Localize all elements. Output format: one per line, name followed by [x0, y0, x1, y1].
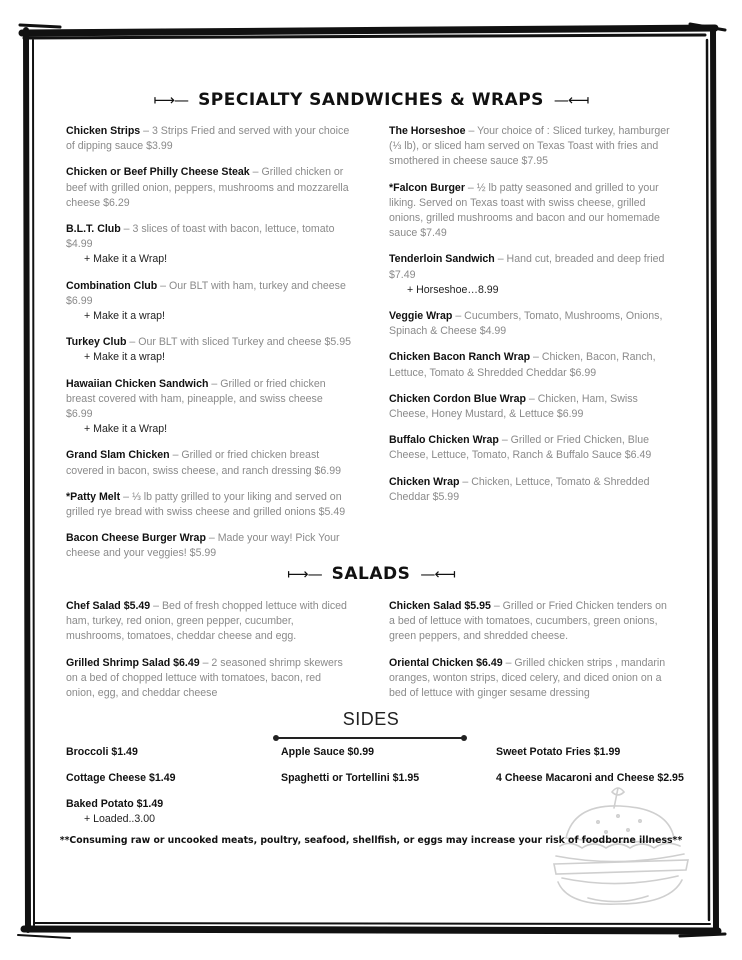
- arrow-icon: ⟼—: [287, 565, 322, 583]
- sides-title: SIDES: [342, 709, 400, 729]
- sides-divider: [276, 737, 464, 739]
- menu-item-name: B.L.T. Club: [66, 223, 121, 236]
- arrow-icon: —⟻: [420, 565, 455, 583]
- menu-item-name: The Horseshoe: [389, 125, 466, 137]
- menu-item: [389, 350, 673, 380]
- specialty-left-column: [66, 124, 352, 573]
- salads-header: [0, 564, 742, 584]
- salads-title: SALADS: [331, 564, 411, 584]
- menu-item-description: – Chicken, Bacon, Ranch, Lettuce, Tomato & Shredded Cheddar $6.99: [389, 351, 656, 379]
- menu-item: [66, 335, 352, 365]
- menu-item: [389, 433, 673, 463]
- salads-right-column: [389, 599, 673, 712]
- side-item: Cottage Cheese $1.49: [66, 772, 176, 784]
- menu-item-description: – Grilled or Fried Chicken tenders on a bed of lettuce with tomatoes, cucumbers, green onions, green peppers, and shredded cheese.: [389, 600, 667, 643]
- menu-item: [66, 490, 352, 520]
- menu-item-name: Turkey Club: [66, 336, 127, 349]
- menu-item-name: Chicken or Beef Philly Cheese Steak: [66, 166, 250, 179]
- menu-item-addon: + Make it a Wrap!: [84, 253, 168, 266]
- side-item-sub: + Loaded..3.00: [84, 813, 155, 825]
- menu-item-name: Grand Slam Chicken: [66, 449, 170, 462]
- menu-item-description: – 3 slices of toast with bacon, lettuce, tomato $4.99: [66, 223, 335, 251]
- menu-item-addon: + Make it a Wrap!: [84, 423, 168, 436]
- side-item: Broccoli $1.49: [66, 746, 138, 758]
- menu-item: [66, 222, 352, 268]
- menu-item-name: Hawaiian Chicken Sandwich: [66, 377, 209, 390]
- menu-item: [389, 475, 673, 505]
- menu-item-name: Chicken Wrap: [389, 475, 460, 488]
- menu-item: [66, 599, 352, 645]
- menu-item-description: – Grilled chicken strips , mandarin oranges, wonton strips, diced celery, and diced onion on a bed of lettuce with ginger sesame dressing: [389, 656, 666, 700]
- menu-item-description: – ½ lb patty seasoned and grilled to your liking. Served on Texas toast with swiss cheese, grilled onions, grilled mushrooms and bacon and our homemade sauce $7.49: [389, 181, 660, 240]
- menu-item-description: – Hand cut, breaded and deep fried $7.49: [389, 253, 665, 281]
- menu-item-name: *Falcon Burger: [389, 181, 465, 194]
- menu-item: [66, 124, 352, 154]
- menu-item-description: – Grilled or Fried Chicken, Blue Cheese, Lettuce, Tomato, Ranch & Buffalo Sauce $6.49: [389, 434, 652, 462]
- menu-item-addon: + Horseshoe…8.99: [407, 283, 499, 296]
- menu-item: [66, 448, 352, 478]
- menu-item-name: Oriental Chicken $6.49: [389, 656, 503, 669]
- menu-item-name: Chicken Cordon Blue Wrap: [389, 392, 526, 405]
- side-item: Sweet Potato Fries $1.99: [496, 746, 621, 758]
- menu-item-name: Chicken Strips: [66, 125, 141, 137]
- food-safety-warning: **Consuming raw or uncooked meats, poultry, seafood, shellfish, or eggs may increase your risk of foodborne illness**: [59, 835, 683, 846]
- menu-item-description: – Bed of fresh chopped lettuce with diced ham, turkey, red onion, green pepper, cucumber, mushrooms, tomatoes, cheddar cheese and egg.: [66, 600, 347, 643]
- menu-item-description: – Grilled or fried chicken breast covered with ham, pineapple, and swiss cheese $6.99: [66, 377, 326, 421]
- menu-item-addon: + Make it a wrap!: [84, 351, 165, 364]
- menu-item: [389, 392, 673, 422]
- menu-item-name: Grilled Shrimp Salad $6.49: [66, 656, 200, 669]
- specialty-header: [0, 90, 742, 110]
- menu-item: [66, 377, 352, 438]
- menu-item-description: – Grilled chicken or beef with grilled onion, peppers, mushrooms and mozzarella cheese $6.29: [66, 166, 349, 209]
- menu-item-name: Veggie Wrap: [389, 310, 453, 323]
- side-item: Baked Potato $1.49 + Loaded..3.00: [66, 798, 164, 825]
- burger-sketch-icon: [548, 786, 693, 911]
- menu-item-description: – Chicken, Ham, Swiss Cheese, Honey Mustard, & Lettuce $6.99: [389, 392, 638, 421]
- menu-item-description: – Your choice of : Sliced turkey, hamburger (⅓ lb), or sliced ham served on Texas Toast with fries and smothered in cheese sauce $7.95: [389, 125, 670, 168]
- menu-item-name: Chicken Bacon Ranch Wrap: [389, 351, 531, 364]
- menu-item-addon: + Make it a wrap!: [84, 310, 165, 323]
- arrow-icon: ⟼—: [153, 91, 189, 109]
- menu-item-name: Buffalo Chicken Wrap: [389, 434, 499, 447]
- menu-item: [389, 252, 673, 298]
- side-item: Spaghetti or Tortellini $1.95: [281, 772, 420, 784]
- arrow-icon: —⟻: [553, 91, 589, 109]
- menu-item-description: – Our BLT with sliced Turkey and cheese $5.95: [126, 336, 351, 349]
- menu-item-description: – 3 Strips Fried and served with your choice of dipping sauce $3.99: [66, 125, 350, 153]
- menu-item-name: *Patty Melt: [66, 490, 121, 503]
- side-item: 4 Cheese Macaroni and Cheese $2.95: [496, 772, 684, 784]
- menu-item-description: – Chicken, Lettuce, Tomato & Shredded Cheddar $5.99: [389, 475, 650, 503]
- menu-item: [389, 656, 673, 702]
- menu-item-description: – Our BLT with ham, turkey and cheese $6.99: [66, 279, 346, 307]
- side-item: Apple Sauce $0.99: [281, 746, 375, 758]
- menu-item-description: – Cucumbers, Tomato, Mushrooms, Onions, Spinach & Cheese $4.99: [389, 310, 663, 338]
- menu-item-name: Tenderloin Sandwich: [389, 253, 495, 266]
- menu-item-description: – Made your way! Pick Your cheese and your veggies! $5.99: [66, 532, 340, 560]
- menu-item: [66, 531, 352, 561]
- menu-item-description: – 2 seasoned shrimp skewers on a bed of chopped lettuce with tomatoes, bacon, red onion, egg, and cheddar cheese: [66, 656, 343, 700]
- menu-item-name: Chef Salad $5.49: [66, 600, 151, 612]
- menu-item: [389, 599, 673, 645]
- menu-item: [389, 181, 673, 242]
- specialty-title: SPECIALTY SANDWICHES & WRAPS: [198, 90, 544, 110]
- menu-item-name: Chicken Salad $5.95: [389, 600, 491, 612]
- menu-item: [389, 124, 673, 170]
- menu-item: [66, 165, 352, 211]
- salads-left-column: [66, 599, 352, 712]
- menu-item: [389, 309, 673, 339]
- menu-item-name: Bacon Cheese Burger Wrap: [66, 532, 206, 545]
- specialty-right-column: [389, 124, 673, 516]
- menu-item-description: – ⅓ lb patty grilled to your liking and served on grilled rye bread with swiss cheese and grilled onions $5.49: [66, 490, 346, 519]
- menu-item: [66, 656, 352, 702]
- menu-item: [66, 279, 352, 325]
- menu-item-name: Combination Club: [66, 279, 158, 292]
- menu-item-description: – Grilled or fried chicken breast covered in bacon, swiss cheese, and ranch dressing $6.99: [66, 449, 342, 477]
